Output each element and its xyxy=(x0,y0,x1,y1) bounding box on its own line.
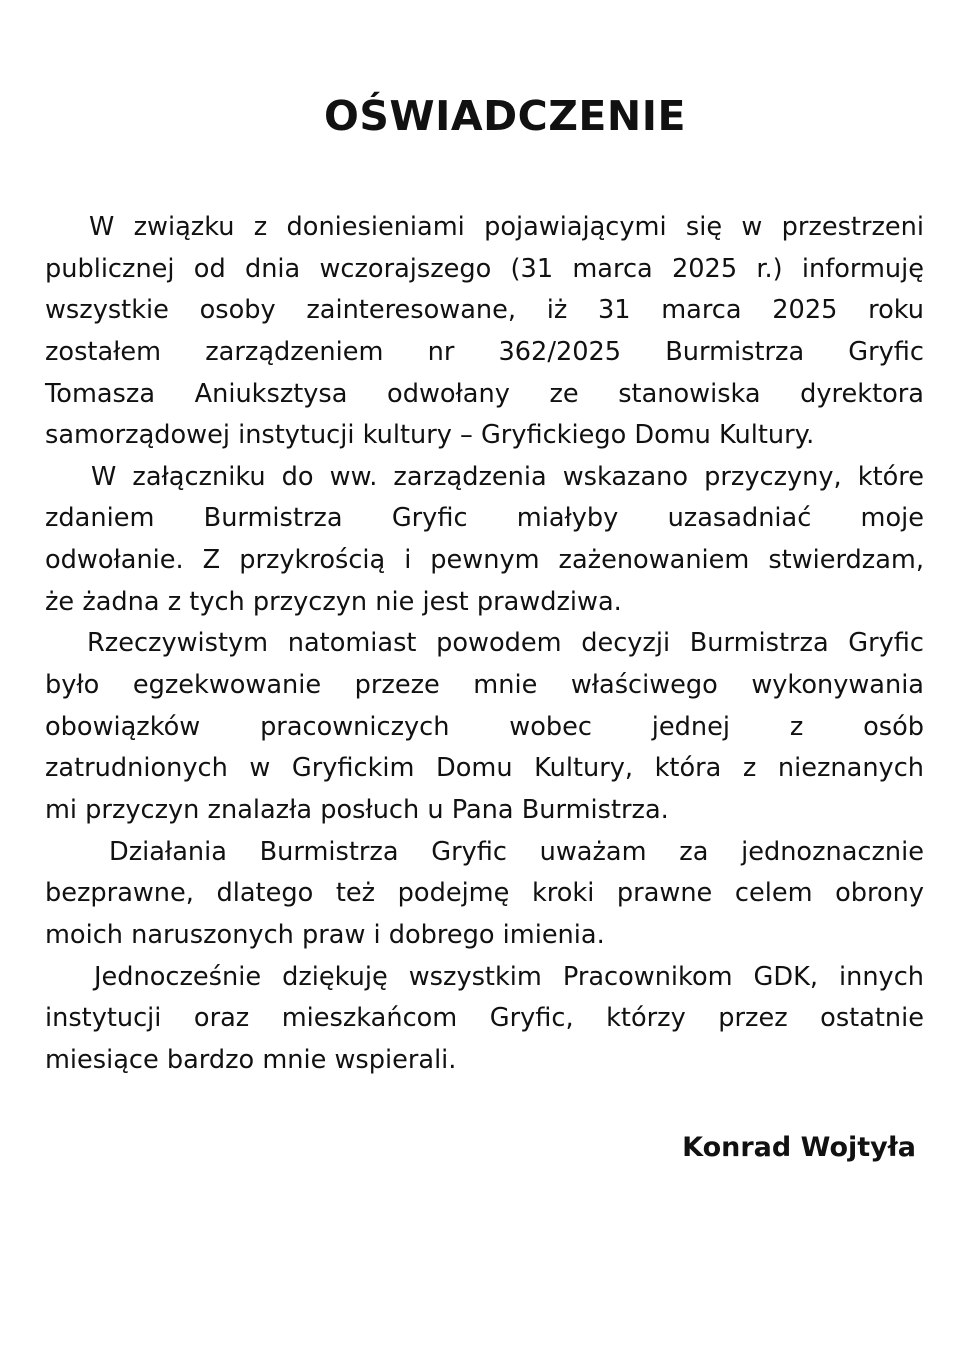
text-line: obowiązków pracowniczych wobec jednej z osób xyxy=(45,711,924,742)
text-line: Rzeczywistym natomiast powodem decyzji Burmistrza Gryfic xyxy=(87,628,924,659)
text-line: publicznej od dnia wczorajszego (31 marca 2025 r.) informuję xyxy=(45,253,924,284)
text-line: instytucji oraz mieszkańcom Gryfic, którzy przez ostatnie xyxy=(45,1003,924,1034)
text-line: bezprawne, dlatego też podejmę kroki prawne celem obrony xyxy=(45,878,924,909)
text-line: odwołanie. Z przykrością i pewnym zażenowaniem stwierdzam, xyxy=(45,545,924,576)
text-line: moich naruszonych praw i dobrego imienia. xyxy=(45,919,605,950)
text-line: że żadna z tych przyczyn nie jest prawdziwa. xyxy=(45,586,622,617)
text-line: miesiące bardzo mnie wspierali. xyxy=(45,1044,457,1075)
document-title: OŚWIADCZENIE xyxy=(323,92,687,140)
text-line: W załączniku do ww. zarządzenia wskazano przyczyny, które xyxy=(91,461,924,492)
text-line: Tomasza Aniuksztysa odwołany ze stanowiska dyrektora xyxy=(45,378,924,409)
text-line: zdaniem Burmistrza Gryfic miałyby uzasadniać moje xyxy=(45,503,924,534)
text-line: wszystkie osoby zainteresowane, iż 31 marca 2025 roku xyxy=(45,295,924,326)
text-line: samorządowej instytucji kultury – Gryfickiego Domu Kultury. xyxy=(45,420,815,451)
text-line: Jednocześnie dziękuję wszystkim Pracownikom GDK, innych xyxy=(94,961,924,992)
signature: Konrad Wojtyła xyxy=(682,1132,916,1163)
text-line: było egzekwowanie przeze mnie właściwego wykonywania xyxy=(45,670,924,701)
text-line: zatrudnionych w Gryfickim Domu Kultury, która z nieznanych xyxy=(45,753,924,784)
text-line: zostałem zarządzeniem nr 362/2025 Burmistrza Gryfic xyxy=(45,336,924,367)
text-line: W związku z doniesieniami pojawiającymi się w przestrzeni xyxy=(89,212,924,242)
text-line: mi przyczyn znalazła posłuch u Pana Burmistrza. xyxy=(45,794,669,825)
statement-body xyxy=(45,207,924,1081)
text-line: Działania Burmistrza Gryfic uważam za jednoznacznie xyxy=(109,836,924,867)
